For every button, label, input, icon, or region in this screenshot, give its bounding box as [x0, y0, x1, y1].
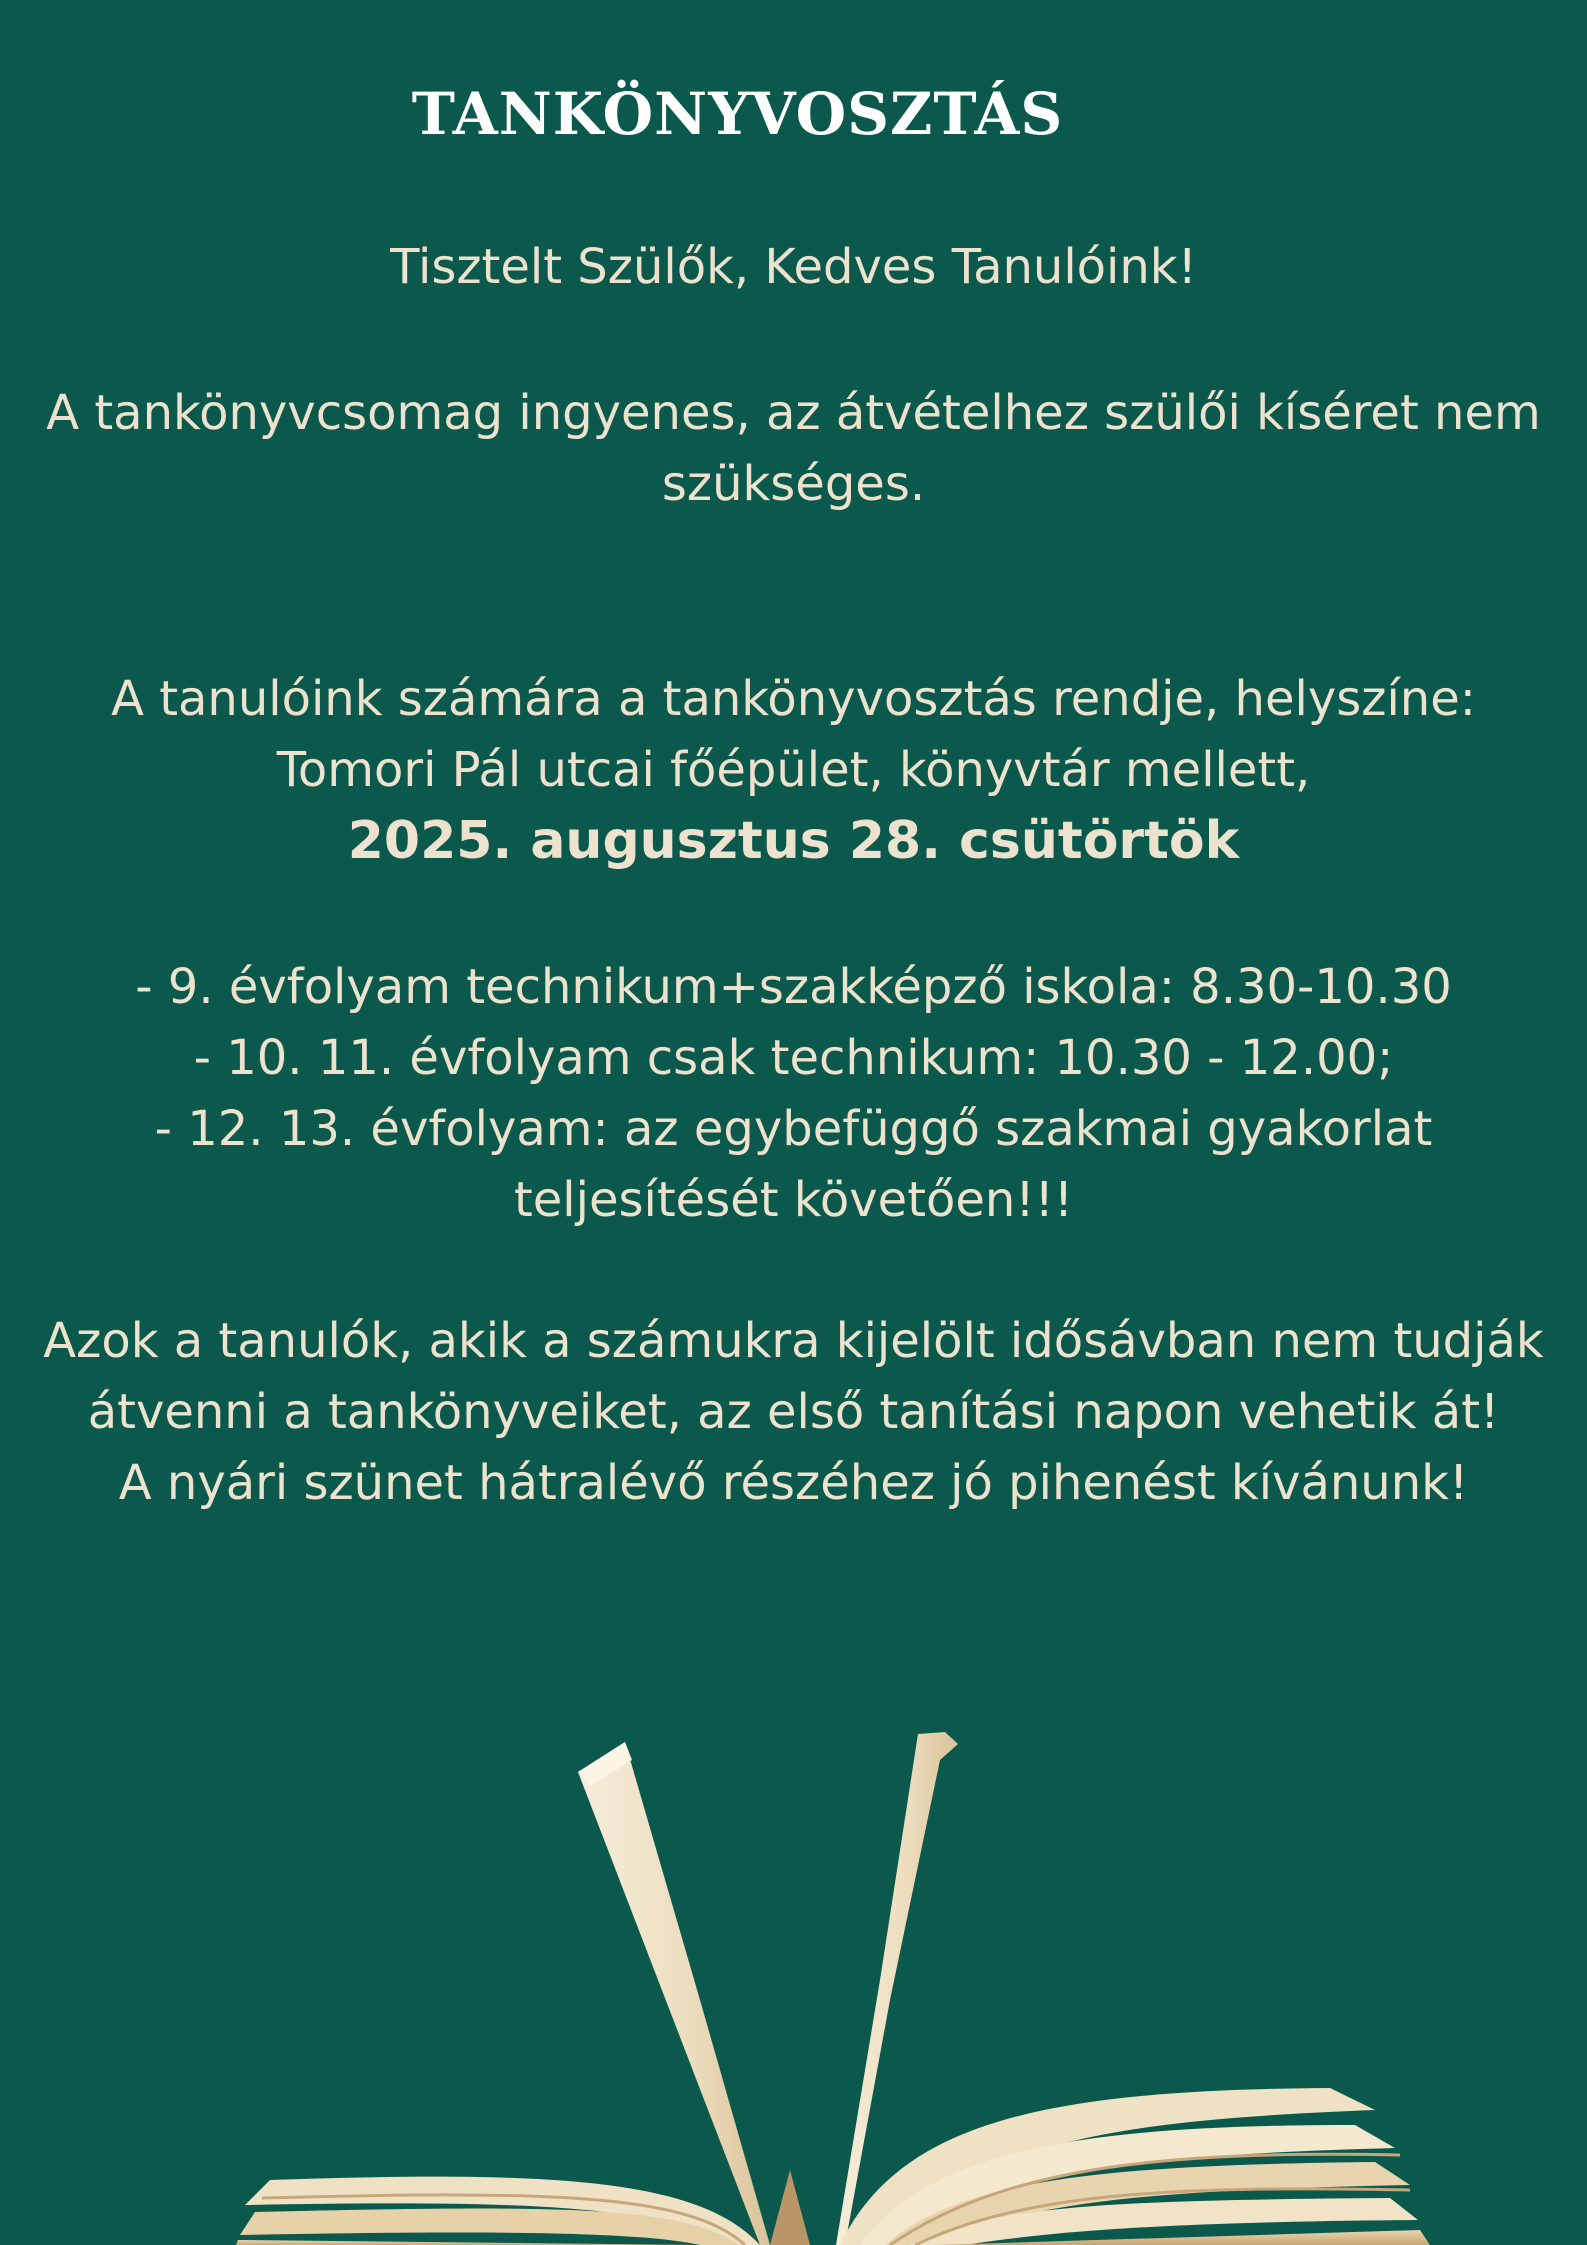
- page-title: TANKÖNYVOSZTÁS: [411, 80, 1064, 148]
- schedule-item: - 10. 11. évfolyam csak technikum: 10.30 - 12.00;: [193, 1030, 1394, 1086]
- schedule-item: - 12. 13. évfolyam: az egybefüggő szakmai gyakorlat teljesítését követően!!!: [154, 1101, 1433, 1228]
- schedule-list: [40, 952, 1547, 1236]
- schedule-item: - 9. évfolyam technikum+szakképző iskola: 8.30-10.30: [135, 959, 1452, 1015]
- late-pickup-note: Azok a tanulók, akik a számukra kijelölt idősávban nem tudják átvenni a tankönyveiket, az első tanítási napon vehetik át!: [43, 1313, 1544, 1440]
- distribution-date: 2025. augusztus 28. csütörtök: [347, 811, 1240, 871]
- open-book-icon: [0, 1700, 1587, 2245]
- free-notice: A tankönyvcsomag ingyenes, az átvételhez szülői kíséret nem szükséges.: [46, 385, 1541, 512]
- distribution-info: [40, 664, 1547, 877]
- holiday-wishes: A nyári szünet hátralévő részéhez jó pihenést kívánunk!: [118, 1455, 1469, 1511]
- distribution-intro: A tanulóink számára a tankönyvosztás rendje, helyszíne:: [111, 671, 1476, 727]
- distribution-location: Tomori Pál utcai főépület, könyvtár mellett,: [276, 742, 1311, 798]
- closing-text: [40, 1306, 1547, 1519]
- greeting: Tisztelt Szülők, Kedves Tanulóink!: [390, 239, 1197, 295]
